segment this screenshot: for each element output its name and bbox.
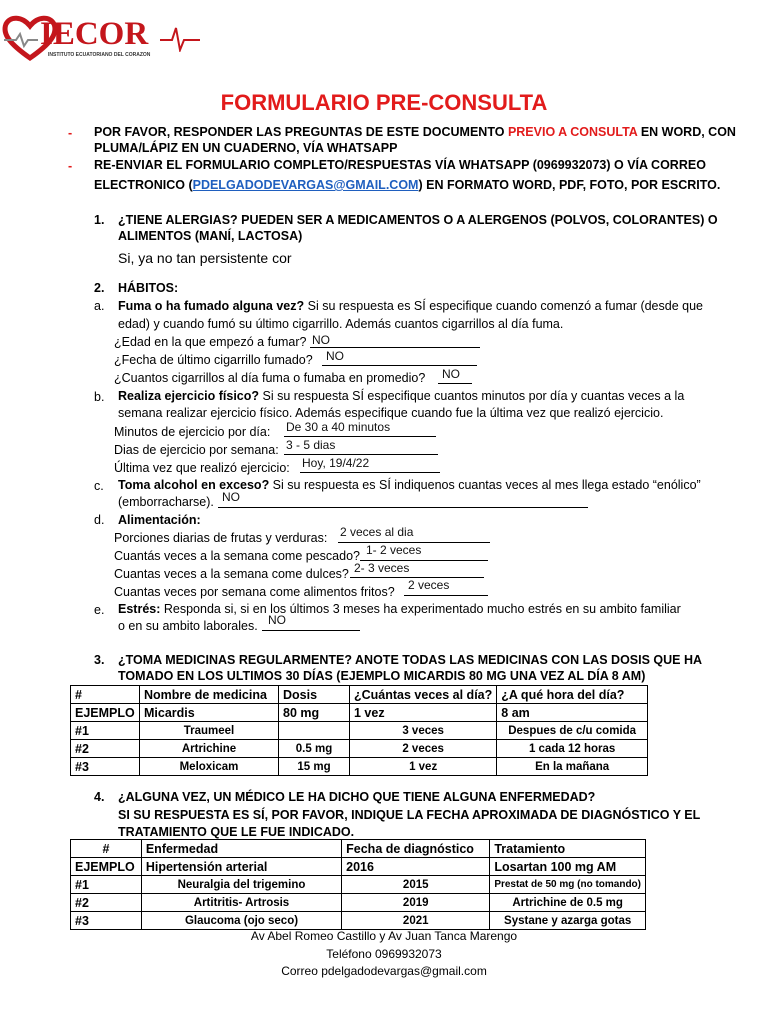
q2d-field4-answer[interactable]: 2 veces	[408, 578, 450, 592]
medications-table	[70, 685, 648, 776]
table-row	[71, 876, 646, 894]
q1-answer[interactable]: Si, ya no tan persistente cor	[118, 250, 292, 266]
q4-line3: TRATAMIENTO QUE LE FUE INDICADO.	[118, 825, 355, 839]
cell: EJEMPLO	[71, 858, 142, 876]
q2a-bold: Fuma o ha fumado alguna vez?	[118, 299, 305, 313]
cell[interactable]: Prestat de 50 mg (no tomando)	[490, 876, 646, 894]
cell[interactable]: Meloxicam	[140, 758, 279, 776]
q2a-line1	[118, 298, 703, 314]
q2a-label: a.	[94, 299, 105, 313]
q2d-field1-answer[interactable]: 2 veces al dia	[340, 525, 414, 539]
table-header-row	[71, 840, 646, 858]
table-row	[71, 912, 646, 930]
q2c-label: c.	[94, 479, 104, 493]
cell: 2016	[342, 858, 490, 876]
q2c-line2: (emborracharse).	[118, 495, 214, 509]
table-row	[71, 758, 648, 776]
q2c-line1	[118, 477, 701, 493]
q2e-text: Responda si, si en los últimos 3 meses ha experimentado mucho estrés en su ambito familiar	[160, 602, 681, 616]
cell[interactable]: 2015	[342, 876, 490, 894]
q2b-field2-label: Dias de ejercicio por semana:	[114, 443, 279, 457]
q2e-line1	[118, 601, 681, 617]
instruction-1-line2: PLUMA/LÁPIZ EN UN CUADERNO, VÍA WHATSAPP	[94, 141, 398, 155]
q4-number: 4.	[94, 790, 105, 804]
q2b-line1	[118, 388, 684, 404]
q2d-field2-label: Cuantás veces a la semana come pescado?	[114, 549, 360, 563]
q2b-field3-answer[interactable]: Hoy, 19/4/22	[302, 456, 370, 470]
q2b-field3-line	[300, 472, 440, 473]
q2-title: HÁBITOS:	[118, 281, 179, 295]
cell[interactable]: Artrichine	[140, 740, 279, 758]
logo	[0, 14, 210, 64]
q2d-field4-label: Cuantas veces por semana come alimentos fritos?	[114, 585, 395, 599]
q2-number: 2.	[94, 281, 105, 295]
cell: #2	[71, 740, 140, 758]
instruction-2-line1: RE-ENVIAR EL FORMULARIO COMPLETO/RESPUESTAS VÍA WHATSAPP (0969932073) O VÍA CORREO	[94, 158, 706, 172]
logo-subtitle: INSTITUTO ECUATORIANO DEL CORAZON	[48, 52, 151, 58]
cell[interactable]: Despues de c/u comida	[497, 722, 648, 740]
header-cell: Enfermedad	[141, 840, 341, 858]
q2b-field2-answer[interactable]: 3 - 5 dias	[286, 438, 336, 452]
table-row	[71, 894, 646, 912]
q2d-field3-label: Cuantas veces a la semana come dulces?	[114, 567, 349, 581]
q2a-field3-label: ¿Cuantos cigarrillos al día fuma o fumaba en promedio?	[114, 371, 426, 385]
header-cell: Dosis	[279, 686, 350, 704]
diseases-table	[70, 839, 646, 930]
q2a-field2-label: ¿Fecha de último cigarrillo fumado?	[114, 353, 313, 367]
instruction-1-text-b: EN WORD, CON	[637, 125, 736, 139]
cell: #2	[71, 894, 142, 912]
cell[interactable]: Glaucoma (ojo seco)	[141, 912, 341, 930]
q2b-field1-answer[interactable]: De 30 a 40 minutos	[286, 420, 391, 434]
cell[interactable]: Traumeel	[140, 722, 279, 740]
header-cell: Fecha de diagnóstico	[342, 840, 490, 858]
table-row	[71, 740, 648, 758]
q3-line1: ¿TOMA MEDICINAS REGULARMENTE? ANOTE TODAS LAS MEDICINAS CON LAS DOSIS QUE HA	[118, 653, 703, 667]
q2a-line2: edad) y cuando fumó su último cigarrillo. Además cuantos cigarrillos al día fuma.	[118, 317, 564, 331]
q2a-field3-line	[438, 383, 472, 384]
q2d-bold: Alimentación:	[118, 513, 201, 527]
q2a-field3-answer[interactable]: NO	[442, 367, 460, 381]
cell: 80 mg	[279, 704, 350, 722]
table-row	[71, 722, 648, 740]
cell[interactable]: 1 vez	[350, 758, 497, 776]
cell[interactable]: 2019	[342, 894, 490, 912]
q2c-answer-line	[218, 507, 588, 508]
cell[interactable]: Artitritis- Artrosis	[141, 894, 341, 912]
header-cell: ¿A qué hora del día?	[497, 686, 648, 704]
q2c-answer[interactable]: NO	[222, 490, 240, 504]
cell: #3	[71, 758, 140, 776]
cell: #1	[71, 876, 142, 894]
q2c-bold: Toma alcohol en exceso?	[118, 478, 270, 492]
footer-address: Av Abel Romeo Castillo y Av Juan Tanca Marengo	[250, 929, 518, 943]
q1-line1: ¿TIENE ALERGIAS? PUEDEN SER A MEDICAMENTOS O A ALERGENOS (POLVOS, COLORANTES) O	[118, 213, 718, 227]
q1-number: 1.	[94, 213, 105, 227]
cell: 1 vez	[350, 704, 497, 722]
table-row	[71, 704, 648, 722]
q2e-label: e.	[94, 603, 105, 617]
logo-name: IECOR	[40, 16, 149, 52]
q2e-line2: o en su ambito laborales.	[118, 619, 258, 633]
cell: 8 am	[497, 704, 648, 722]
cell[interactable]: Neuralgia del trigemino	[141, 876, 341, 894]
q3-number: 3.	[94, 653, 105, 667]
cell: #3	[71, 912, 142, 930]
cell[interactable]: 15 mg	[279, 758, 350, 776]
table-row	[71, 858, 646, 876]
q2a-field2-answer[interactable]: NO	[326, 349, 344, 363]
cell[interactable]: Artrichine de 0.5 mg	[490, 894, 646, 912]
cell[interactable]: En la mañana	[497, 758, 648, 776]
q2a-field1-line	[310, 347, 480, 348]
q2a-field2-line	[322, 365, 477, 366]
instruction-2-text-a: ELECTRONICO (	[94, 178, 193, 192]
cell: EJEMPLO	[71, 704, 140, 722]
heartbeat-line-icon	[160, 22, 200, 52]
q2b-line2: semana realizar ejercicio físico. Además especifique cuando fue la última vez que realizó ejercicio.	[118, 406, 664, 420]
q2e-answer[interactable]: NO	[268, 613, 286, 627]
q2b-field1-line	[284, 436, 436, 437]
instruction-1-text-a: POR FAVOR, RESPONDER LAS PREGUNTAS DE ESTE DOCUMENTO	[94, 125, 508, 139]
page-title: FORMULARIO PRE-CONSULTA	[220, 90, 548, 115]
q2d-field1-label: Porciones diarias de frutas y verduras:	[114, 531, 328, 545]
cell[interactable]: Systane y azarga gotas	[490, 912, 646, 930]
cell[interactable]	[279, 722, 350, 740]
q4-line1: ¿ALGUNA VEZ, UN MÉDICO LE HA DICHO QUE TIENE ALGUNA ENFERMEDAD?	[118, 790, 596, 804]
q2b-field3-label: Última vez que realizó ejercicio:	[114, 461, 290, 475]
instruction-1	[94, 124, 736, 140]
header-cell: Nombre de medicina	[140, 686, 279, 704]
q2b-label: b.	[94, 390, 105, 404]
instruction-1-red: PREVIO A CONSULTA	[507, 125, 638, 139]
footer-email: Correo pdelgadodevargas@gmail.com	[281, 964, 487, 978]
cell[interactable]: 0.5 mg	[279, 740, 350, 758]
q2d-field2-answer[interactable]: 1- 2 veces	[366, 543, 422, 557]
q2c-text: Si su respuesta es SÍ indiquenos cuantas veces al mes llega estado “enólico”	[269, 478, 701, 492]
q2d-field3-answer[interactable]: 2- 3 veces	[354, 561, 410, 575]
cell: #1	[71, 722, 140, 740]
q3-line2: TOMADO EN LOS ULTIMOS 30 DÍAS (EJEMPLO MICARDIS 80 MG UNA VEZ AL DÍA 8 AM)	[118, 669, 646, 683]
cell: Hipertensión arterial	[141, 858, 341, 876]
header-cell: #	[71, 840, 142, 858]
cell[interactable]: 2021	[342, 912, 490, 930]
header-cell: Tratamiento	[490, 840, 646, 858]
q2b-bold: Realiza ejercicio físico?	[118, 389, 260, 403]
header-cell: ¿Cuántas veces al día?	[350, 686, 497, 704]
cell[interactable]: 1 cada 12 horas	[497, 740, 648, 758]
table-header-row	[71, 686, 648, 704]
q2a-field1-answer[interactable]: NO	[312, 333, 330, 347]
q2d-label: d.	[94, 513, 105, 527]
cell: Losartan 100 mg AM	[490, 858, 646, 876]
q2a-field1-label: ¿Edad en la que empezó a fumar?	[114, 335, 307, 349]
header-cell: #	[71, 686, 140, 704]
q2b-field1-label: Minutos de ejercicio por día:	[114, 425, 271, 439]
cell[interactable]: 3 veces	[350, 722, 497, 740]
q2b-field2-line	[284, 454, 438, 455]
cell: Micardis	[140, 704, 279, 722]
q2e-answer-line	[262, 630, 360, 631]
cell[interactable]: 2 veces	[350, 740, 497, 758]
instruction-2-line2	[94, 177, 720, 193]
q2d-field4-line	[404, 595, 488, 596]
q2e-bold: Estrés:	[118, 602, 161, 616]
q4-line2: SI SU RESPUESTA ES SÍ, POR FAVOR, INDIQUE LA FECHA APROXIMADA DE DIAGNÓSTICO Y EL	[118, 808, 701, 822]
email-link[interactable]: PDELGADODEVARGAS@GMAIL.COM	[192, 178, 419, 192]
bullet-dash: -	[68, 126, 73, 140]
q2b-text: Si su respuesta SÍ especifique cuantos minutos por día y cuantas veces a la	[259, 389, 685, 403]
q1-line2: ALIMENTOS (MANÍ, LACTOSA)	[118, 229, 303, 243]
q2a-text: Si su respuesta es SÍ especifique cuando comenzó a fumar (desde que	[304, 299, 703, 313]
footer-phone: Teléfono 0969932073	[326, 947, 442, 961]
instruction-2-text-b: ) EN FORMATO WORD, PDF, FOTO, POR ESCRITO.	[418, 178, 721, 192]
bullet-dash: -	[68, 159, 73, 173]
